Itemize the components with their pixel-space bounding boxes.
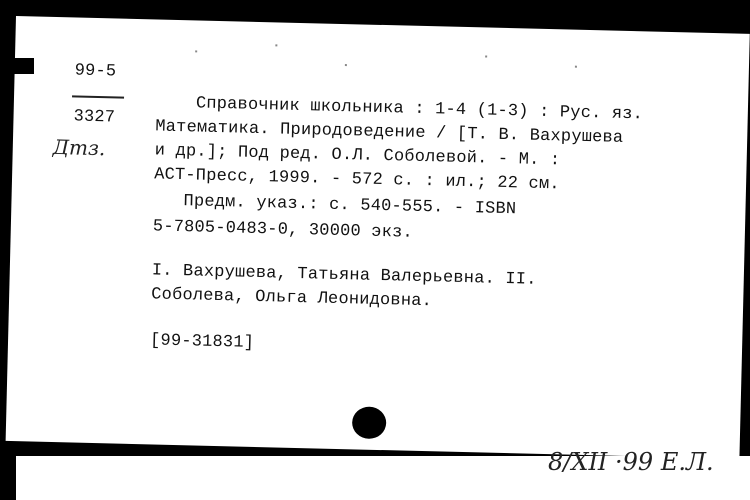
added-entry-2: Соболева, Ольга Леонидовна. (150, 285, 433, 312)
call-number-divider (72, 95, 124, 98)
bottom-handwriting: 8/XII ·99 Е.Л. (548, 448, 714, 476)
body-line-1: Справочник школьника : 1-4 (1-3) : Рус. яз. (195, 94, 644, 125)
call-number: 99-5 (74, 61, 117, 82)
body-line-3: и др.]; Под ред. О.Л. Соболевой. - М. : (154, 141, 561, 171)
catalog-card (6, 16, 750, 459)
added-entry-1: I. Вахрушева, Татьяна Валерьевна. II. (151, 261, 537, 290)
body-line-6: 5-7805-0483-0, 30000 экз. (152, 217, 414, 243)
punch-hole (352, 406, 387, 439)
control-number: [99-31831] (149, 331, 255, 353)
body-line-4: АСТ-Пресс, 1999. - 572 с. : ил.; 22 см. (153, 165, 560, 195)
card-edge-notch (0, 58, 34, 74)
handwritten-mark: Дтз. (52, 134, 106, 161)
body-line-5: Предм. указ.: с. 540-555. - ISBN (183, 192, 517, 220)
accession-number: 3327 (73, 107, 116, 128)
body-line-2: Математика. Природоведение / [Т. В. Вахрушева (155, 117, 624, 148)
